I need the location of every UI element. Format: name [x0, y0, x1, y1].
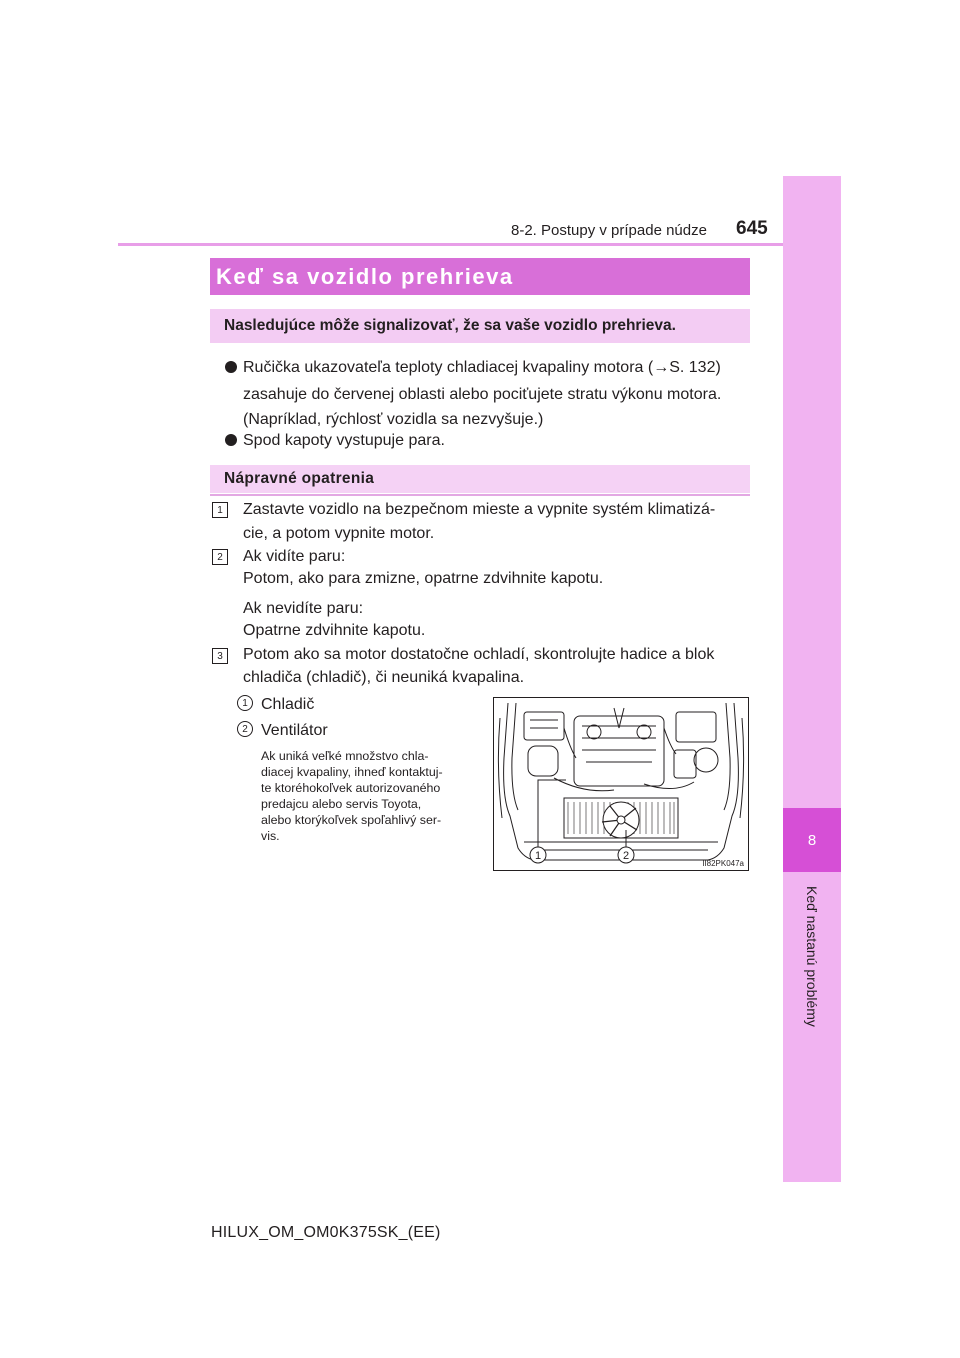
step-3-line1: Potom ako sa motor dostatočne ochladí, skontrolujte hadice a blok: [243, 646, 715, 663]
header-rule: [118, 243, 783, 246]
engine-bay-illustration: [493, 697, 749, 871]
subheading: Nápravné opatrenia: [210, 465, 750, 493]
intro-bar: Nasledujúce môže signalizovať, že sa vaše vozidlo prehrieva.: [210, 309, 750, 343]
bullet-1-line2: zasahuje do červenej oblasti alebo pociťujete stratu výkonu motora.: [243, 386, 722, 403]
page-number: 645: [736, 218, 768, 239]
callout-number: 1: [237, 695, 253, 711]
callout-1-label: Chladič: [261, 696, 315, 713]
chapter-number: 8: [783, 808, 841, 872]
page-title: Keď sa vozidlo prehrieva: [210, 258, 750, 295]
engine-bay-drawing: [494, 698, 748, 870]
step-2-line1: Ak vidíte paru:: [243, 548, 346, 565]
step-1-line2: cie, a potom vypnite motor.: [243, 525, 435, 542]
step-3-line2: chladiča (chladič), či neuniká kvapalina.: [243, 669, 525, 686]
section-title: 8-2. Postupy v prípade núdze: [511, 222, 707, 239]
step-1-line1: Zastavte vozidlo na bezpečnom mieste a vypnite systém klimatizá-: [243, 501, 716, 518]
step-2-line3: Ak nevidíte paru:: [243, 600, 364, 617]
chapter-label: [783, 876, 841, 1036]
bullet-1-line3: (Napríklad, rýchlosť vozidla sa nezvyšuje.): [243, 411, 544, 428]
figure-code: II82PK047a: [702, 859, 744, 868]
step-2-line4: Opatrne zdvihnite kapotu.: [243, 622, 426, 639]
step-number-box: 3: [212, 648, 228, 664]
step-number-box: 1: [212, 502, 228, 518]
note-line1: Ak uniká veľké množstvo chla-: [261, 749, 429, 763]
figure-callout-2: 2: [622, 850, 630, 862]
bullet-icon: [225, 361, 237, 373]
note-line4: predajcu alebo servis Toyota,: [261, 797, 422, 811]
note-line2: diacej kvapaliny, ihneď kontaktuj-: [261, 765, 443, 779]
callout-2-label: Ventilátor: [261, 722, 328, 739]
bullet-1-line1: Ručička ukazovateľa teploty chladiacej kvapaliny motora (→S. 132): [243, 359, 721, 376]
note-line3: te ktoréhokoľvek autorizovaného: [261, 781, 441, 795]
callout-number: 2: [237, 721, 253, 737]
step-number-box: 2: [212, 549, 228, 565]
figure-callout-1: 1: [534, 850, 542, 862]
note-line6: vis.: [261, 829, 280, 843]
step-2-line2: Potom, ako para zmizne, opatrne zdvihnite kapotu.: [243, 570, 604, 587]
bullet-2-line1: Spod kapoty vystupuje para.: [243, 432, 445, 449]
bullet-icon: [225, 434, 237, 446]
note-line5: alebo ktorýkoľvek spoľahlivý ser-: [261, 813, 442, 827]
chapter-label-text: Keď nastanú problémy: [804, 885, 820, 1027]
document-footer: HILUX_OM_OM0K375SK_(EE): [211, 1224, 441, 1241]
